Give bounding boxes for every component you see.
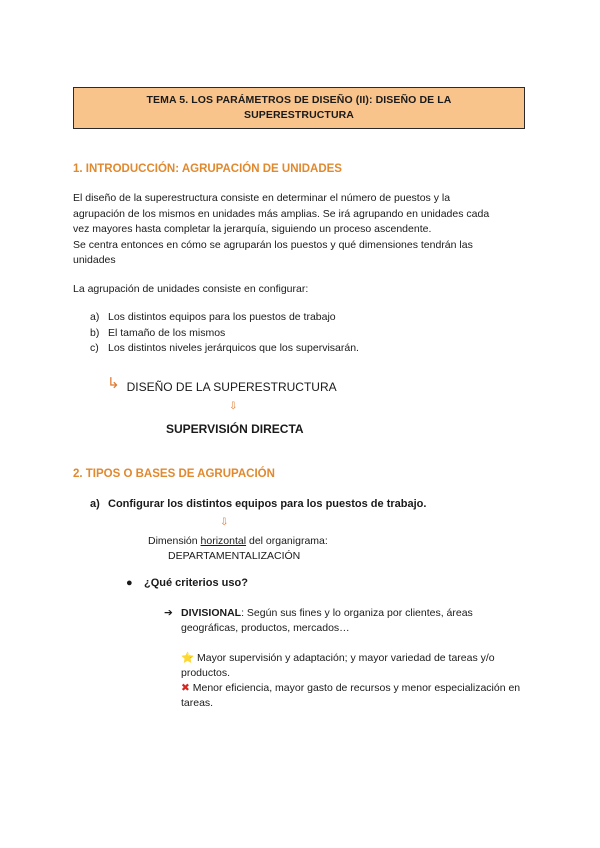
dimension-line-1 <box>148 534 328 549</box>
dimension-suffix: del organigrama: <box>248 535 328 547</box>
list-item-text: El tamaño de los mismos <box>108 326 226 339</box>
down-arrow-icon: ⇩ <box>220 517 229 528</box>
right-arrow-icon: ➔ <box>164 607 173 619</box>
subsection-a-text: Configurar los distintos equipos para los puestos de trabajo. <box>108 498 427 510</box>
pro-text: Mayor supervisión y adaptación; y mayor variedad de tareas y/o productos. <box>181 652 495 679</box>
intro-line-3: vez mayores hasta completar la jerarquía, siguiendo un proceso ascendente. <box>73 223 432 235</box>
bent-arrow-icon: ↳ <box>107 375 120 392</box>
star-icon: ⭐ <box>181 652 195 664</box>
list-marker: c) <box>90 342 99 354</box>
con-text: Menor eficiencia, mayor gasto de recursos y menor especialización en tareas. <box>181 682 521 709</box>
cross-icon: ✖ <box>181 682 190 694</box>
bullet-icon: ● <box>126 577 133 589</box>
list-item <box>90 326 359 342</box>
dimension-prefix: Dimensión <box>148 535 198 547</box>
dimension-block <box>148 534 328 564</box>
down-arrow-icon: ⇩ <box>229 401 238 412</box>
con-note <box>181 681 521 711</box>
section-2-heading: 2. TIPOS O BASES DE AGRUPACIÓN <box>73 468 275 480</box>
document-title-box <box>73 87 525 129</box>
criteria-question <box>126 577 248 589</box>
intro-line-5: unidades <box>73 254 116 266</box>
list-item-text: Los distintos niveles jerárquicos que los supervisarán. <box>108 342 359 354</box>
configure-paragraph: La agrupación de unidades consiste en configurar: <box>73 283 309 295</box>
title-line-2: SUPERESTRUCTURA <box>243 109 354 121</box>
divisional-text <box>164 606 524 636</box>
list-item <box>90 341 359 357</box>
list-marker: a) <box>90 311 100 323</box>
document-title <box>147 93 452 123</box>
list-marker: b) <box>90 326 100 339</box>
intro-line-2: agrupación de los mismos en unidades más amplias. Se irá agrupando en unidades cada <box>73 207 490 220</box>
list-item-text: Los distintos equipos para los puestos de trabajo <box>108 311 336 323</box>
subsection-marker: a) <box>90 498 100 510</box>
superstructure-line <box>107 375 337 396</box>
divisional-description: : Según sus fines y lo organiza por clientes, áreas geográficas, productos, mercados… <box>181 607 473 634</box>
departmentalization-label: DEPARTAMENTALIZACIÓN <box>168 550 301 562</box>
section-1-heading: 1. INTRODUCCIÓN: AGRUPACIÓN DE UNIDADES <box>73 163 342 175</box>
divisional-block <box>164 606 524 636</box>
dimension-underlined: horizontal <box>200 535 247 547</box>
superstructure-text: DISEÑO DE LA SUPERESTRUCTURA <box>126 380 337 394</box>
divisional-notes <box>181 651 521 711</box>
criteria-text: ¿Qué criterios uso? <box>144 577 248 589</box>
divisional-label: DIVISIONAL <box>181 607 242 619</box>
supervision-label: SUPERVISIÓN DIRECTA <box>166 422 304 436</box>
intro-paragraph <box>73 191 533 269</box>
title-line-1: TEMA 5. LOS PARÁMETROS DE DISEÑO (II): DISEÑO DE LA <box>146 94 452 106</box>
subsection-a <box>90 498 426 510</box>
intro-line-4: Se centra entonces en cómo se agruparán los puestos y qué dimensiones tendrán las <box>73 238 473 251</box>
configure-list <box>90 310 359 357</box>
intro-line-1: El diseño de la superestructura consiste en determinar el número de puestos y la <box>73 192 451 204</box>
list-item <box>90 310 359 326</box>
pro-note <box>181 651 521 681</box>
